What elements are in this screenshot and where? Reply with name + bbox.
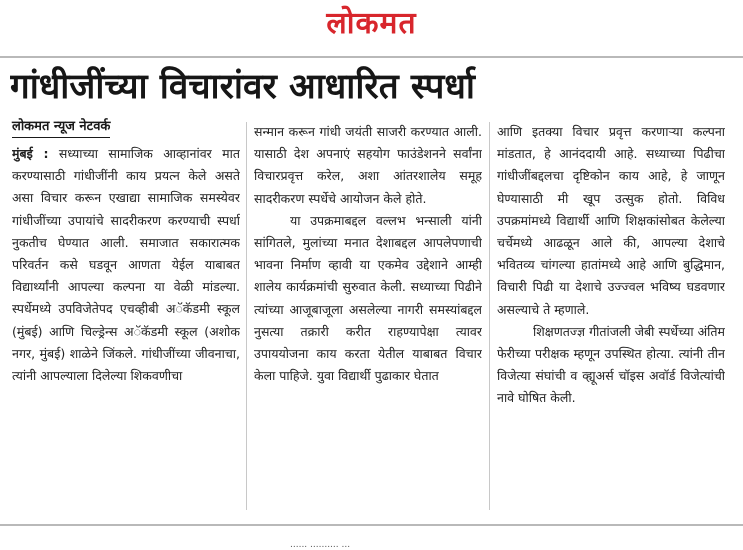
- dateline: मुंबई :: [12, 146, 49, 161]
- top-divider: [0, 56, 743, 58]
- article-paragraph: शिक्षणतज्ज्ञ गीतांजली जेबी स्पर्धेच्या अंतिम फेरीच्या परीक्षक म्हणून उपस्थित होत्या. त्यांनी तीन विजेत्या संघांची व व्ह्यूअर्स चॉइस अवॉर्ड विजेत्यांची नावे घोषित केली.: [497, 323, 725, 406]
- footer-fragment: ...... .......... ...: [290, 540, 351, 550]
- article-paragraph: या उपक्रमाबद्दल वल्लभ भन्साली यांनी सांगितले, मुलांच्या मनात देशाबद्दल आपलेपणाची भावना निर्माण व्हावी या एकमेव उद्देशाने आम्ही शालेय कार्यक्रमांची सुरुवात केली. सध्याच्या पिढीने त्यांच्या आजूबाजूला असलेल्या नागरी समस्यांबद्दल नुसत्या तक्रारी करीत राहण्यापेक्षा त्यावर उपाययोजना काय करता येतील याबाबत विचार केला पाहिजे. युवा विद्यार्थी पुढाकार घेतात: [254, 212, 482, 384]
- article-column-1: [12, 143, 240, 513]
- article-column-2: [254, 121, 482, 513]
- article-paragraph: सन्मान करून गांधी जयंती साजरी करण्यात आली. यासाठी देश अपनाएं सहयोग फाउंडेशनने सर्वांना विचारप्रवृत्त करेल, अशा आंतरशालेय समूह सादरीकरण स्पर्धेचे आयोजन केले होते.: [254, 124, 482, 206]
- headline: गांधीजींच्या विचारांवर आधारित स्पर्धा: [10, 67, 475, 107]
- column-divider: [246, 122, 247, 510]
- masthead-logo: लोकमत: [326, 6, 417, 41]
- bottom-divider: [0, 524, 743, 526]
- byline: लोकमत न्यूज नेटवर्क: [12, 118, 110, 138]
- article-paragraph: [12, 143, 240, 387]
- article-paragraph: आणि इतक्या विचार प्रवृत्त करणाऱ्या कल्पना मांडतात, हे आनंददायी आहे. सध्याच्या पिढीचा गांधीजींबद्दलचा दृष्टिकोन काय आहे, हे जाणून घेण्यासाठी मी खूप उत्सुक होतो. विविध उपक्रमांमध्ये विद्यार्थी आणि शिक्षकांसोबत केलेल्या चर्चेमध्ये आढळून आले की, आपल्या देशाचे भवितव्य चांगल्या हातांमध्ये आहे आणि बुद्धिमान, विचारी पिढी या देशाचे उज्ज्वल भविष्य घडवणार असल्याचे ते म्हणाले.: [497, 124, 725, 317]
- article-text: सध्याच्या सामाजिक आव्हानांवर मात करण्यासाठी गांधीजींनी काय प्रयत्न केले असते असा विचार करून एखाद्या सामाजिक समस्येवर गांधीजींच्या उपायांचे सादरीकरण करण्याची स्पर्धा नुकतीच घेण्यात आली. समाजात सकारात्मक परिवर्तन कसे घडवून आणता येईल याबाबत विद्यार्थ्यांनी आपल्या कल्पना या वेळी मांडल्या. स्पर्धेमध्ये उपविजेतेपद एचव्हीबी अॅकॅडमी स्कूल (मुंबई) आणि चिल्ड्रेन्स अॅकॅडमी स्कूल (अशोक नगर, मुंबई) शाळेने जिंकले. गांधीजींच्या जीवनाचा, त्यांनी आपल्याला दिलेल्या शिकवणीचा: [12, 146, 240, 384]
- article-column-3: [497, 121, 725, 513]
- column-divider: [489, 122, 490, 510]
